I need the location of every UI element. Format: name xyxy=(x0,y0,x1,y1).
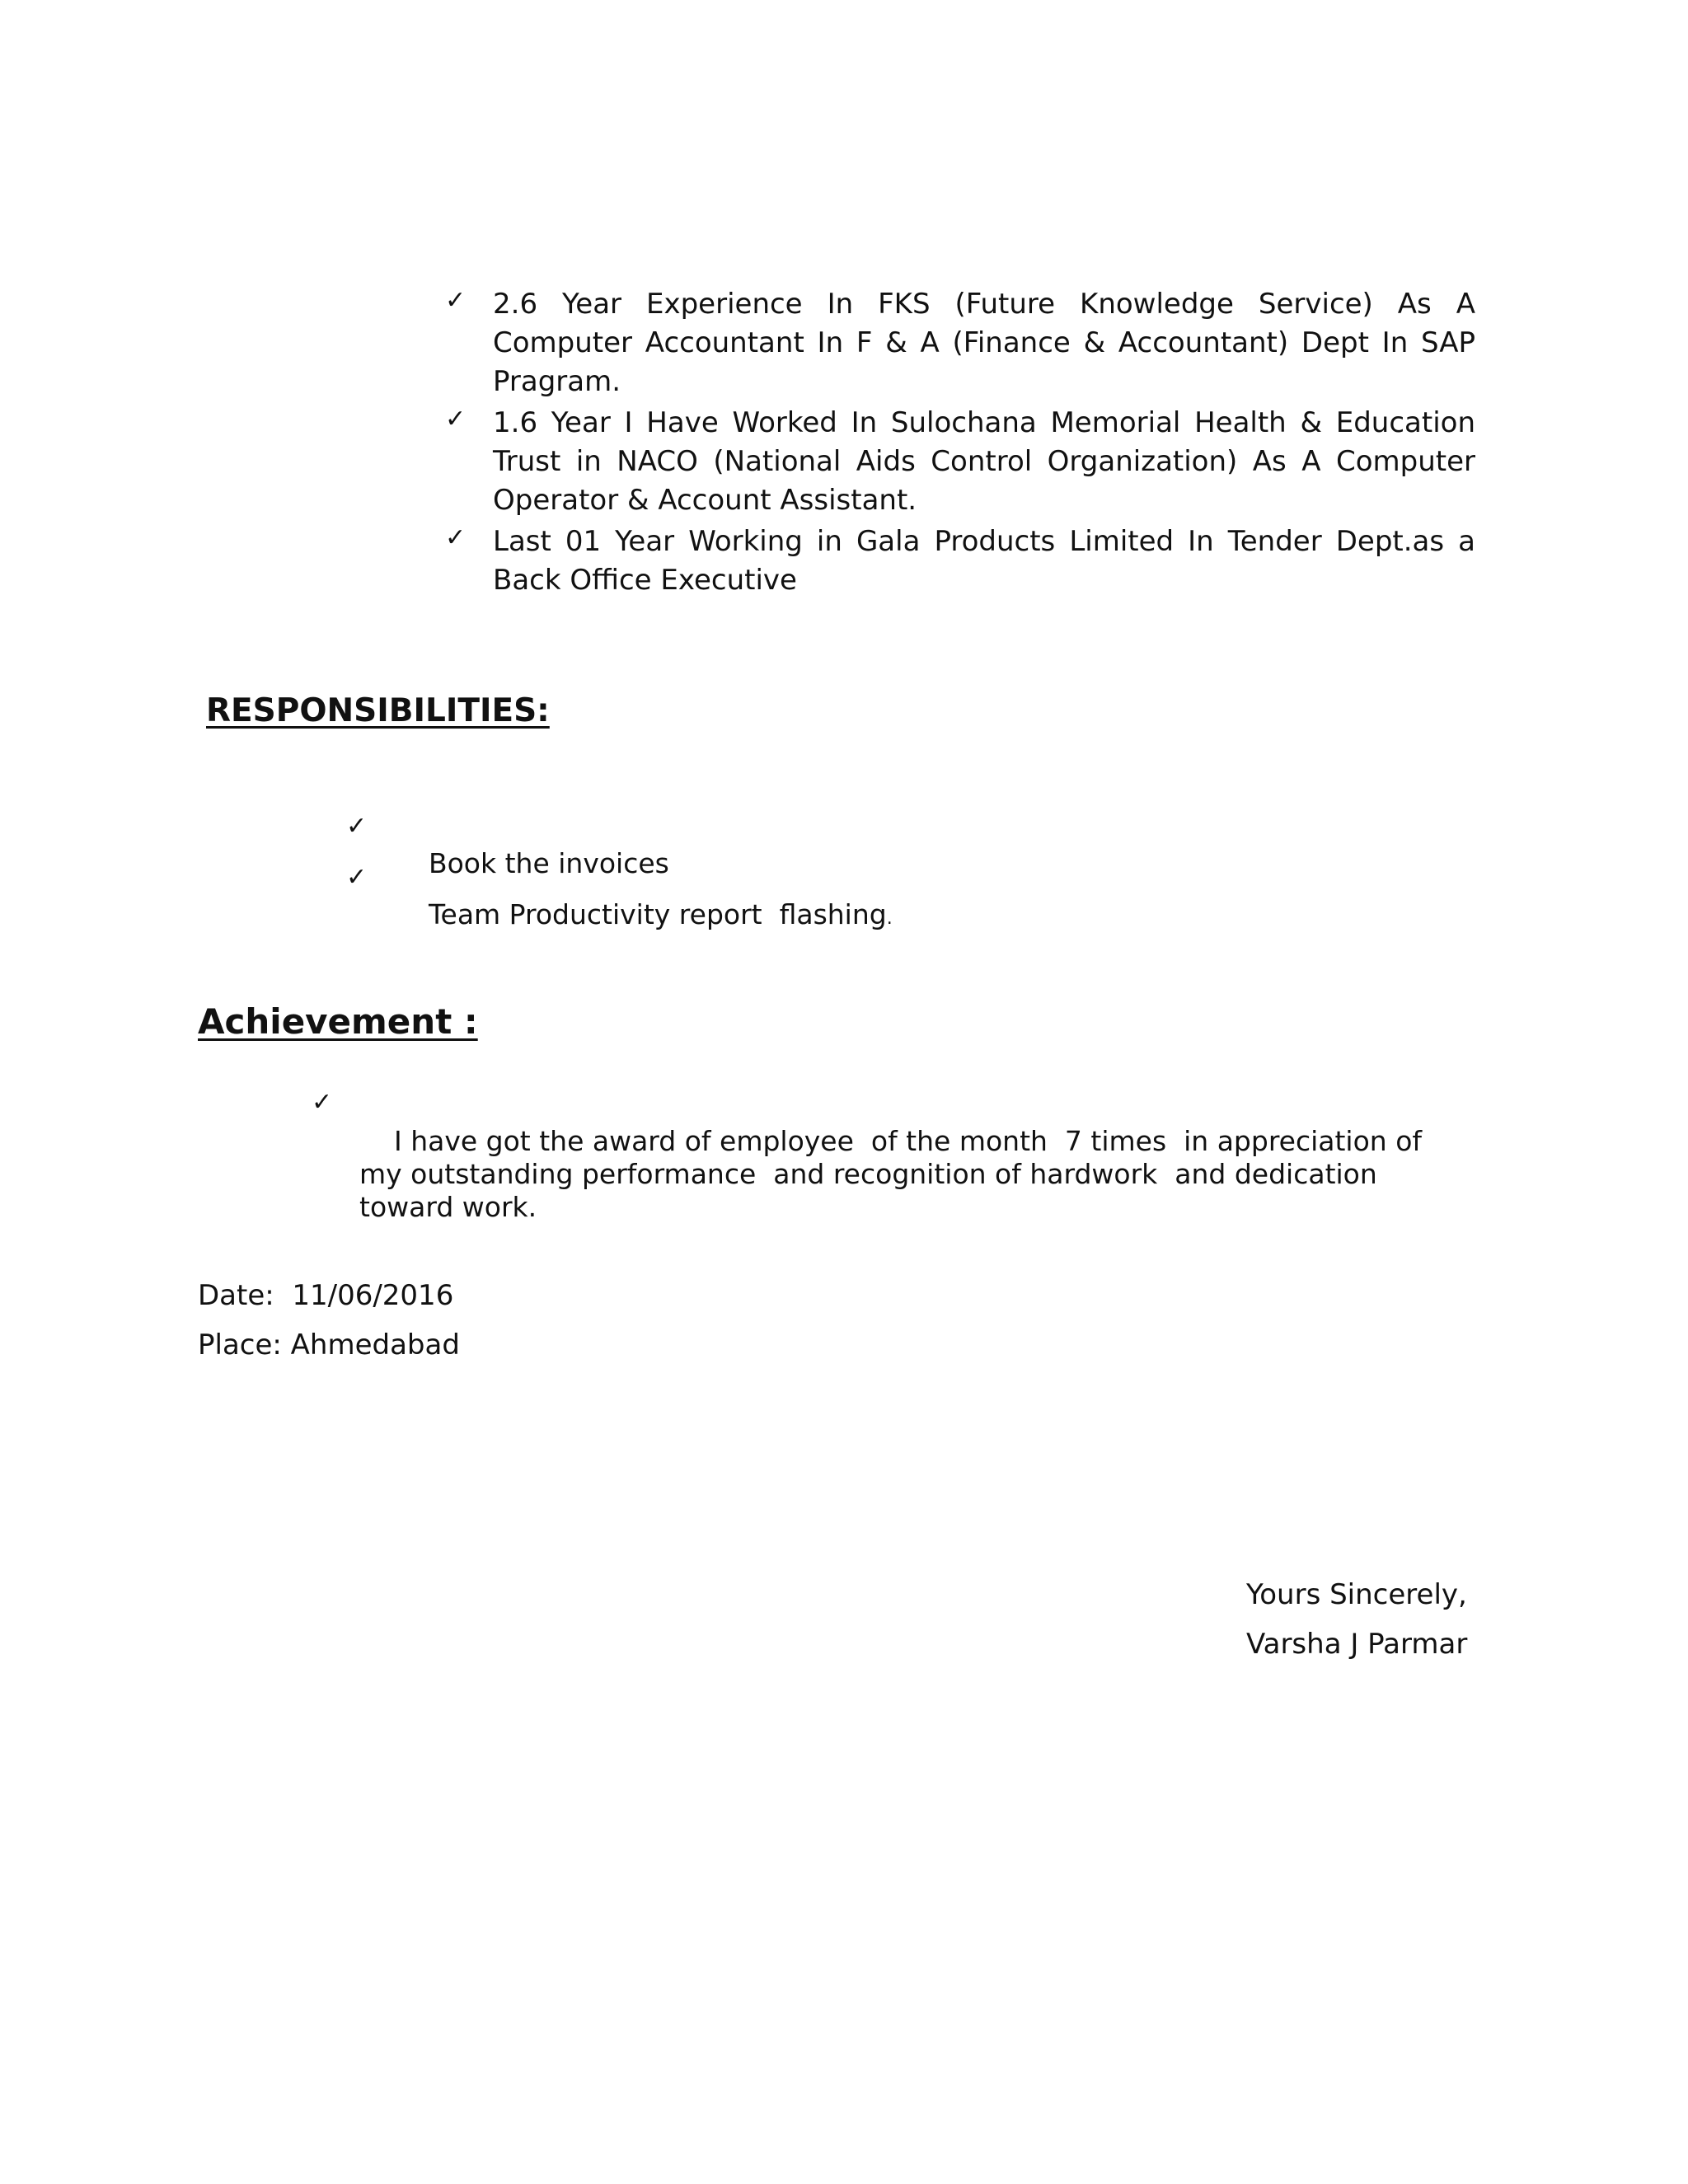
experience-list xyxy=(445,285,1475,602)
checkmark-icon: ✓ xyxy=(445,286,467,315)
place-label: Place: xyxy=(198,1329,282,1361)
checkmark-icon: ✓ xyxy=(445,405,467,434)
date-value: 11/06/2016 xyxy=(292,1279,454,1312)
place-line xyxy=(198,1329,460,1361)
date-line xyxy=(198,1279,453,1312)
responsibility-item xyxy=(346,812,1253,879)
responsibilities-list xyxy=(346,812,1253,930)
achievement-item xyxy=(312,1088,1432,1257)
checkmark-icon: ✓ xyxy=(445,523,467,552)
achievement-heading: Achievement : xyxy=(198,1001,478,1042)
experience-item xyxy=(445,523,1475,600)
checkmark-icon: ✓ xyxy=(312,1088,333,1117)
experience-text: 1.6 Year I Have Worked In Sulochana Memorial Health & Education Trust in NACO (National Aids Control Organization) As A Computer Operator & Account Assistant. xyxy=(493,406,1475,517)
experience-text: Last 01 Year Working in Gala Products Limited In Tender Dept.as a Back Office Executive xyxy=(493,525,1475,597)
responsibility-suffix: . xyxy=(886,908,893,929)
experience-item xyxy=(445,404,1475,520)
responsibilities-heading: RESPONSIBILITIES: xyxy=(206,692,550,729)
responsibility-text: Team Productivity report flashing xyxy=(428,898,887,930)
experience-item xyxy=(445,285,1475,401)
signer-name: Varsha J Parmar xyxy=(1246,1628,1468,1661)
responsibility-text: Book the invoices xyxy=(428,847,669,879)
achievement-text: I have got the award of employee of the month 7 times in appreciation of my outstanding performance and recognition of hardwork and dedication toward work. xyxy=(359,1125,1431,1223)
date-label: Date: xyxy=(198,1279,274,1312)
achievement-list xyxy=(312,1088,1432,1257)
checkmark-icon: ✓ xyxy=(346,863,368,892)
checkmark-icon: ✓ xyxy=(346,812,368,841)
place-value: Ahmedabad xyxy=(290,1329,460,1361)
closing-text: Yours Sincerely, xyxy=(1246,1578,1467,1611)
experience-text: 2.6 Year Experience In FKS (Future Knowledge Service) As A Computer Accountant In F & A (Finance & Accountant) Dept In SAP Pragram. xyxy=(493,288,1475,398)
